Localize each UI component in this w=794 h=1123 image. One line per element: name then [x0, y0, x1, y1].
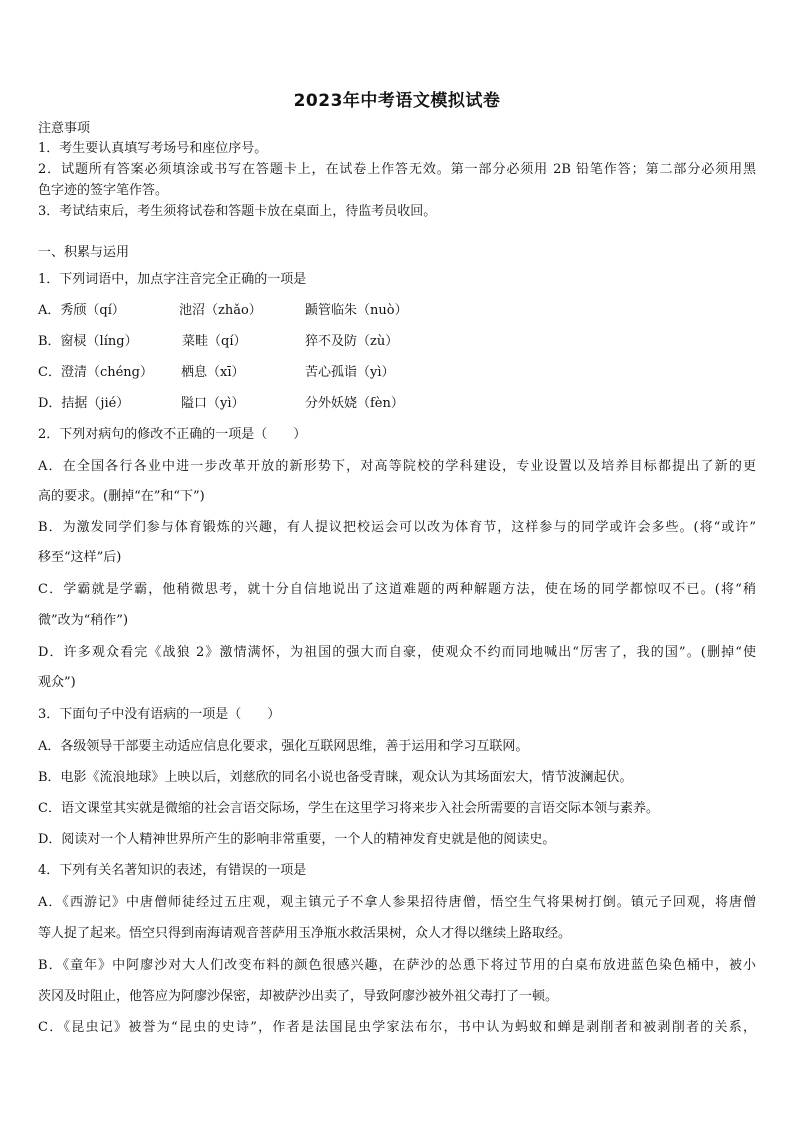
notice-line: 3．考试结束后，考生须将试卷和答题卡放在桌面上，待监考员收回。	[38, 204, 437, 219]
option-cell: C．澄清（chéng）	[38, 365, 153, 380]
option-line: 观众”)	[38, 675, 76, 690]
question-stem: 2．下列对病句的修改不正确的一项是（ ）	[38, 427, 307, 442]
option-line: B．《童年》中阿廖沙对大人们改变布料的颜色很感兴趣，在萨沙的怂恿下将过节用的白桌布放进蓝色染色桶中，被小	[38, 958, 756, 973]
option-cell: 苦心孤诣（yì）	[305, 365, 395, 380]
notice-heading: 注意事项	[38, 121, 91, 136]
option-cell: 猝不及防（zù）	[305, 334, 399, 349]
option-line: 等人捉了起来。悟空只得到南海请观音菩萨用玉净瓶水救活果树，众人才得以继续上路取经。	[38, 926, 572, 941]
option-line: C．学霸就是学霸，他稍微思考，就十分自信地说出了这道难题的两种解题方法，使在场的同学都惊叹不已。(将“稍	[38, 582, 756, 597]
question-stem: 1．下列词语中，加点字注音完全正确的一项是	[38, 272, 307, 287]
option-line: C．语文课堂其实就是微缩的社会言语交际场，学生在这里学习将来步入社会所需要的言语交际本领与素养。	[38, 801, 659, 816]
option-line: A．各级领导干部要主动适应信息化要求，强化互联网思维，善于运用和学习互联网。	[38, 739, 529, 754]
option-cell: 隘口（yì）	[181, 396, 245, 411]
question-stem: 3．下面句子中没有语病的一项是（ ）	[38, 707, 281, 722]
option-line: 茨冈及时阻止，他答应为阿廖沙保密，却被萨沙出卖了，导致阿廖沙被外祖父毒打了一顿。	[38, 989, 559, 1004]
option-cell: 菜畦（qí）	[182, 334, 247, 349]
option-cell: 踬管临朱（nuò）	[305, 303, 408, 318]
question-stem: 4．下列有关名著知识的表述，有错误的一项是	[38, 863, 307, 878]
option-line: A．在全国各行各业中进一步改革开放的新形势下，对高等院校的学科建设，专业设置以及培养目标都提出了新的更	[38, 459, 756, 474]
option-line: B．为激发同学们参与体育锻炼的兴趣，有人提议把校运会可以改为体育节，这样参与的同学或许会多些。(将“或许”	[38, 520, 756, 535]
option-line: D．许多观众看完《战狼 2》激情满怀，为祖国的强大而自豪，使观众不约而同地喊出“厉害了，我的国”。(删掉“使	[38, 645, 756, 660]
option-cell: 分外妖娆（fèn）	[305, 396, 404, 411]
notice-line: 色字迹的签字笔作答。	[38, 183, 169, 198]
option-cell: D．拮据（jié）	[38, 396, 130, 411]
option-line: A．《西游记》中唐僧师徒经过五庄观，观主镇元子不拿人参果招待唐僧，悟空生气将果树打倒。镇元子回观，将唐僧	[38, 895, 756, 910]
notice-line: 1．考生要认真填写考场号和座位序号。	[38, 141, 268, 156]
option-cell: 池沼（zhǎo）	[179, 303, 262, 318]
option-line: C．《昆虫记》被誉为“昆虫的史诗”，作者是法国昆虫学家法布尔，书中认为蚂蚁和蝉是剥削者和被剥削者的关系，	[38, 1020, 756, 1035]
option-cell: 栖息（xī）	[181, 365, 245, 380]
option-line: 高的要求。(删掉“在”和“下”)	[38, 489, 205, 504]
section-heading: 一、积累与运用	[38, 245, 130, 260]
notice-line: 2．试题所有答案必须填涂或书写在答题卡上，在试卷上作答无效。第一部分必须用 2B 铅笔作答；第二部分必须用黑	[38, 162, 756, 177]
option-line: D．阅读对一个人精神世界所产生的影响非常重要，一个人的精神发育史就是他的阅读史。	[38, 832, 556, 847]
option-line: B．电影《流浪地球》上映以后，刘慈欣的同名小说也备受青睐，观众认为其场面宏大，情节波澜起伏。	[38, 770, 633, 785]
option-line: 移至“这样”后)	[38, 550, 122, 565]
option-cell: A．秀颀（qí）	[38, 303, 125, 318]
option-cell: B．窗棂（líng）	[38, 334, 138, 349]
exam-title: 2023年中考语文模拟试卷	[293, 91, 501, 111]
option-line: 微”改为“稍作”)	[38, 613, 129, 628]
